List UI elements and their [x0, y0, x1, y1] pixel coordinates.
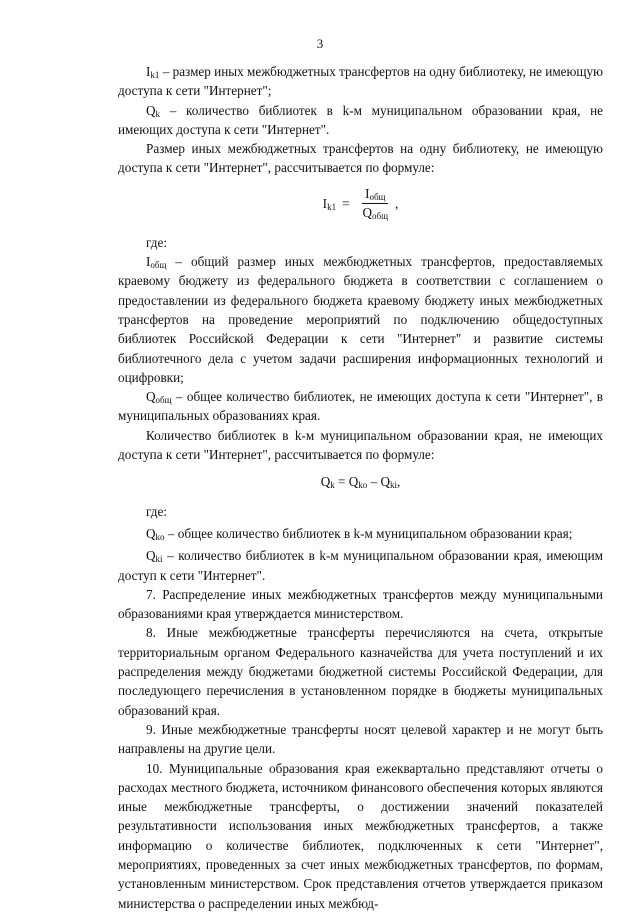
document-body — [118, 62, 603, 913]
fraction-numerator: $I_{общ}$ — [362, 186, 388, 204]
definition-ik1: $I_{k1}$ – размер иных межбюджетных трансфертов на одну библиотеку, не имеющую доступа к сети "Интернет"; — [118, 64, 603, 99]
item-8: 8. Иные межбюджетные трансферты перечисляются на счета, открытые территориальным органом Федерального казначейства для учета поступлений и их распределения между бюджетами бюджетной системы Российской Федерации, для последующего перечисления в установленном порядке в бюджеты муниципальных образований края. — [118, 625, 603, 718]
item-10: 10. Муниципальные образования края ежеквартально представляют отчеты о расходах местного бюджета, источником финансового обеспечения которых являются иные межбюджетные трансферты, о достижении значений показателей результативности использования иных межбюджетных трансфертов, а также информацию о количестве библиотек, подключенных к сети "Интернет", мероприятиях, проведенных за счет иных межбюджетных трансфертов, по формам, установленным министерством. Срок представления отчетов утверждается приказом министерства о распределении иных межбюд- — [118, 760, 603, 911]
where-label-1: где: — [146, 234, 167, 250]
formula-ik1: $I_{k1}$ = $\frac{I_{общ}}{Q_{общ}}$ , — [322, 185, 399, 221]
formula-lhs: $I_{k1}$ — [322, 195, 337, 212]
where-label-2: где: — [146, 503, 167, 519]
item-9: 9. Иные межбюджетные трансферты носят целевой характер и не могут быть направлены на другие цели. — [118, 721, 603, 757]
definition-qk: $Q_k$ – количество библиотек в k-м муниципальном образовании края, не имеющих доступа к сети "Интернет". — [118, 102, 603, 137]
formula-fraction — [360, 186, 392, 221]
paragraph-count-formula-intro: Количество библиотек в k-м муниципальном образовании края, не имеющих доступа к сети "Интернет", рассчитывается по формуле: — [118, 427, 603, 463]
page-number: 3 — [316, 36, 324, 51]
paragraph-size-formula-intro: Размер иных межбюджетных трансфертов на одну библиотеку, не имеющую доступа к сети "Интернет", рассчитывается по формуле: — [118, 141, 603, 176]
definition-qobsch: $Q_{общ}$ – общее количество библиотек, не имеющих доступа к сети "Интернет", в муниципальных образованиях края. — [118, 389, 603, 424]
item-7: 7. Распределение иных межбюджетных трансфертов между муниципальными образованиями края утверждается министерством. — [118, 586, 603, 622]
definition-qko: $Q_{ko}$ – общее количество библиотек в k-м муниципальном образовании края; — [146, 525, 573, 542]
fraction-denominator: $Q_{общ}$ — [362, 204, 389, 221]
definition-iobsch: $I_{общ}$ – общий размер иных межбюджетных трансфертов, предоставляемых краевому бюджету из федерального бюджета в соответствии с соглашением о предоставлении из федерального бюджета краевому бюджету иных межбюджетных трансфертов на проведение мероприятий по подключению общедоступных библиотек Российской Федерации к сети "Интернет" и развитие системы библиотечного дела с учетом задачи расширения информационных технологий и оцифровки; — [118, 254, 603, 385]
formula-qk: $Q_k = Q_{ko} - Q_{ki}$, — [320, 474, 401, 491]
definition-qki: $Q_{ki}$ – количество библиотек в k-м муниципальном образовании края, имеющим доступ к сети "Интернет". — [118, 548, 603, 583]
